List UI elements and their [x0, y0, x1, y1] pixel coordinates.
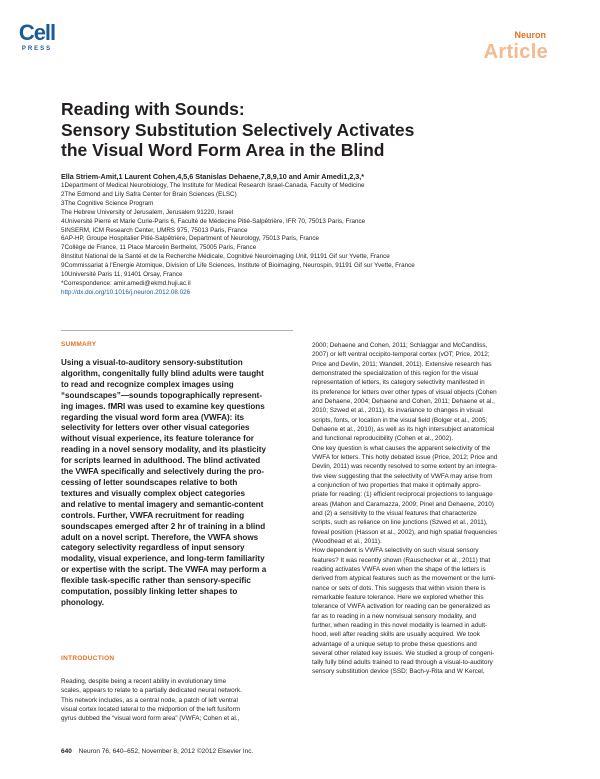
journal-name: Neuron [514, 30, 546, 40]
summary-line: selectivity for letters over other visual categories [61, 423, 250, 433]
section-divider [61, 330, 293, 331]
affiliation-line: 7Collège de France, 11 Place Marcelin Berthelot, 75005 Paris, France [61, 244, 257, 252]
affiliation-list [61, 182, 541, 298]
article-title [61, 99, 531, 161]
body-line: Dehaene et al., 2010), as well as its high intersubject anatomical [312, 425, 495, 433]
body-line: Price and Devlin, 2011; Wandell, 2011). Extensive research has [312, 360, 492, 368]
introduction-body [61, 677, 293, 723]
body-line: scripts, such as reliance on line junctions (Szwed et al., 2011), [312, 519, 488, 527]
intro-line: scales, appears to relate to a partially dedicated neural network. [61, 687, 242, 695]
title-line: Reading with Sounds: [61, 99, 245, 119]
summary-line: adult on a novel script. Therefore, the VWFA shows [61, 532, 259, 542]
summary-line: for scripts learned in adulthood. The blind activated [61, 456, 261, 466]
affiliation-line: 10Université Paris 11, 91401 Orsay, France [61, 271, 183, 279]
summary-line: textures and visually complex object categories [61, 488, 245, 498]
body-line: and functional reproducibility (Cohen et al., 2002). [312, 435, 454, 443]
body-line: One key question is what causes the apparent selectivity of the [312, 444, 491, 452]
affiliation-line: 9Commissariat à l'Energie Atomique, Division of Life Sciences, Institute of Bioimaging, Neurospin, 91191 Gif sur Yvette, France [61, 262, 415, 270]
introduction-heading: INTRODUCTION [61, 655, 115, 662]
summary-line: phonology. [61, 597, 105, 607]
summary-line: to read and recognize complex images using [61, 379, 234, 389]
body-line: and Dehaene, 2004; Dehaene and Cohen, 2011; Dehaene et al., [312, 397, 495, 405]
right-column-body [312, 341, 550, 677]
summary-line: flexible task-specific rather than sensory-specific [61, 576, 251, 586]
cell-press-logo [18, 22, 56, 62]
body-line: a conjunction of two properties that make it optimally appro- [312, 481, 481, 489]
affiliation-line: 8Institut National de la Santé et de la Recherche Médicale, Cognitive Neuroimaging Unit, 91191 Gif sur Yvette, France [61, 253, 390, 261]
body-line: VWFA for letters. This hotly debated issue (Price, 2012; Price and [312, 453, 498, 461]
body-line: priate for reading: (1) efficient reciprocal projections to language [312, 491, 493, 499]
summary-line: “soundscapes”—sounds topographically represent- [61, 390, 263, 400]
summary-line: category selectivity regardless of input sensory [61, 543, 245, 553]
doi-link[interactable]: http://dx.doi.org/10.1016/j.neuron.2012.08.026 [61, 288, 191, 296]
body-line: Devlin, 2011) was recently resolved to some extent by an integra- [312, 463, 497, 471]
body-line: advantage of a unique setup to probe these questions and [312, 640, 477, 648]
body-line: tally fully blind adults trained to read through a visual-to-auditory [312, 659, 493, 667]
author-list: Ella Striem-Amit,1 Laurent Cohen,4,5,6 Stanislas Dehaene,7,8,9,10 and Amir Amedi1,2,3,* [61, 172, 365, 181]
summary-line: controls. Further, VWFA recruitment for reading [61, 510, 245, 520]
body-line: 2010; Szwed et al., 2011), its invariance to changes in visual [312, 407, 483, 415]
summary-line: without visual experience, its feature tolerance for [61, 434, 254, 444]
summary-line: computation, possibly linking letter shapes to [61, 587, 238, 597]
affiliation-line: 1Department of Medical Neurobiology, The Institute for Medical Research Israel-Canada, Faculty of Medicine [61, 182, 365, 189]
affiliation-line: 5INSERM, ICM Research Center, UMRS 975, 75013 Paris, France [61, 226, 248, 234]
body-line: tolerance of VWFA activation for reading can be generalized as [312, 603, 491, 611]
body-line: demonstrated the specialization of this region for the visual [312, 369, 479, 377]
body-line: and (2) a sensitivity to the visual features that characterize [312, 509, 477, 517]
summary-line: soundscapes emerged after 2 hr of training in a blind [61, 521, 266, 531]
body-line: 2000; Dehaene and Cohen, 2011; Schlaggar and McCandliss, [312, 342, 488, 349]
body-line: hood, well after reading skills are usually acquired. We took [312, 631, 480, 639]
title-line: Sensory Substitution Selectively Activates [61, 119, 415, 140]
intro-line: gyrus dubbed the “visual word form area” (VWFA; Cohen et al., [61, 715, 240, 723]
summary-line: ing images. fMRI was used to examine key questions [61, 401, 265, 411]
summary-heading: SUMMARY [61, 341, 97, 348]
body-line: areas (Mahon and Caramazza, 2009; Pinel and Dehaene, 2010) [312, 500, 494, 508]
intro-line: This network includes, as a central node, a patch of left ventral [61, 696, 238, 704]
summary-line: or expertise with the script. The VWFA may perform a [61, 565, 267, 575]
intro-line: Reading, despite being a recent ability in evolutionary time [61, 678, 227, 685]
publisher-logo-text: Cell [18, 20, 56, 45]
body-line: foveal position (Hasson et al., 2002), and high spatial frequencies [312, 528, 498, 536]
body-line: reading activates VWFA even when the shape of the letters is [312, 565, 486, 573]
body-line: nance or sets of dots. This suggests that within vision there is [312, 584, 486, 592]
summary-line: cessing of letter soundscapes relative to both [61, 477, 238, 487]
affiliation-line: 2The Edmond and Lily Safra Center for Brain Sciences (ELSC) [61, 190, 237, 198]
title-line: the Visual Word Form Area in the Blind [61, 140, 385, 160]
body-line: derived from atypical features such as the movement or the lumi- [312, 575, 496, 583]
summary-line: regarding the visual word form area (VWFA): its [61, 412, 245, 422]
body-line: sensory substitution device (SSD; Bach-y-Rita and W Kercel, [312, 668, 485, 676]
page-footer [61, 748, 253, 755]
article-type-label: Article [483, 41, 548, 63]
affiliation-line: The Hebrew University of Jerusalem, Jerusalem 91220, Israel [61, 208, 234, 216]
affiliation-line: 3The Cognitive Science Program [61, 199, 154, 207]
summary-line: reading in a novel sensory modality, and its plasticity [61, 445, 266, 455]
body-line: further, when reading in this novel modality is learned in adult- [312, 621, 488, 629]
summary-line: the VWFA specifically and selectively during the pro- [61, 467, 264, 477]
body-line: (Woodhead et al., 2011). [312, 537, 382, 545]
body-line: far as to reading in a new nonvisual sensory modality, and [312, 612, 476, 620]
publisher-sub-text: PRESS [21, 46, 53, 52]
summary-line: and relative to mental imagery and semantic-content [61, 499, 264, 509]
body-line: representation of letters, its category selectivity manifested in [312, 379, 485, 387]
journal-citation: Neuron 76, 640–652, November 8, 2012 ©2012 Elsevier Inc. [78, 748, 254, 755]
body-line: several other related key issues. We studied a group of congeni- [312, 649, 495, 657]
intro-line: visual cortex located lateral to the midportion of the left fusiform [61, 705, 241, 713]
body-line: features? It was recently shown (Rauschecker et al., 2011) that [312, 556, 491, 564]
correspondence-line[interactable]: *Correspondence: amir.amedi@ekmd.huji.ac.il [61, 279, 191, 287]
body-line: scripts, fonts, or location in the visual field (Bolger et al., 2005; [312, 416, 488, 424]
body-line: How dependent is VWFA selectivity on such visual sensory [312, 547, 479, 555]
affiliation-line: 4Université Pierre et Marie Curie-Paris 6, Faculté de Médecine Pitié-Salpêtrière, IFR 70, 75013 Paris, France [61, 217, 366, 225]
summary-line: algorithm, congenitally fully blind adults were taught [61, 368, 264, 378]
body-line: tive view suggesting that the selectivity of VWFA may arise from [312, 472, 493, 480]
body-line: its preference for letters over other types of visual objects (Cohen [312, 388, 497, 396]
body-line: remarkable feature tolerance. Here we explored whether this [312, 593, 484, 601]
affiliation-line: 6AP-HP, Groupe Hospitalier Pitié-Salpêtrière, Department of Neurology, 75013 Paris, France [61, 235, 320, 243]
summary-line: Using a visual-to-auditory sensory-substitution [61, 358, 243, 367]
body-line: 2007) or left ventral occipito-temporal cortex (vOT; Price, 2012; [312, 351, 490, 359]
summary-line: modality, visual experience, and long-term familiarity [61, 554, 265, 564]
page-number: 640 [61, 748, 72, 755]
summary-body [61, 358, 293, 609]
